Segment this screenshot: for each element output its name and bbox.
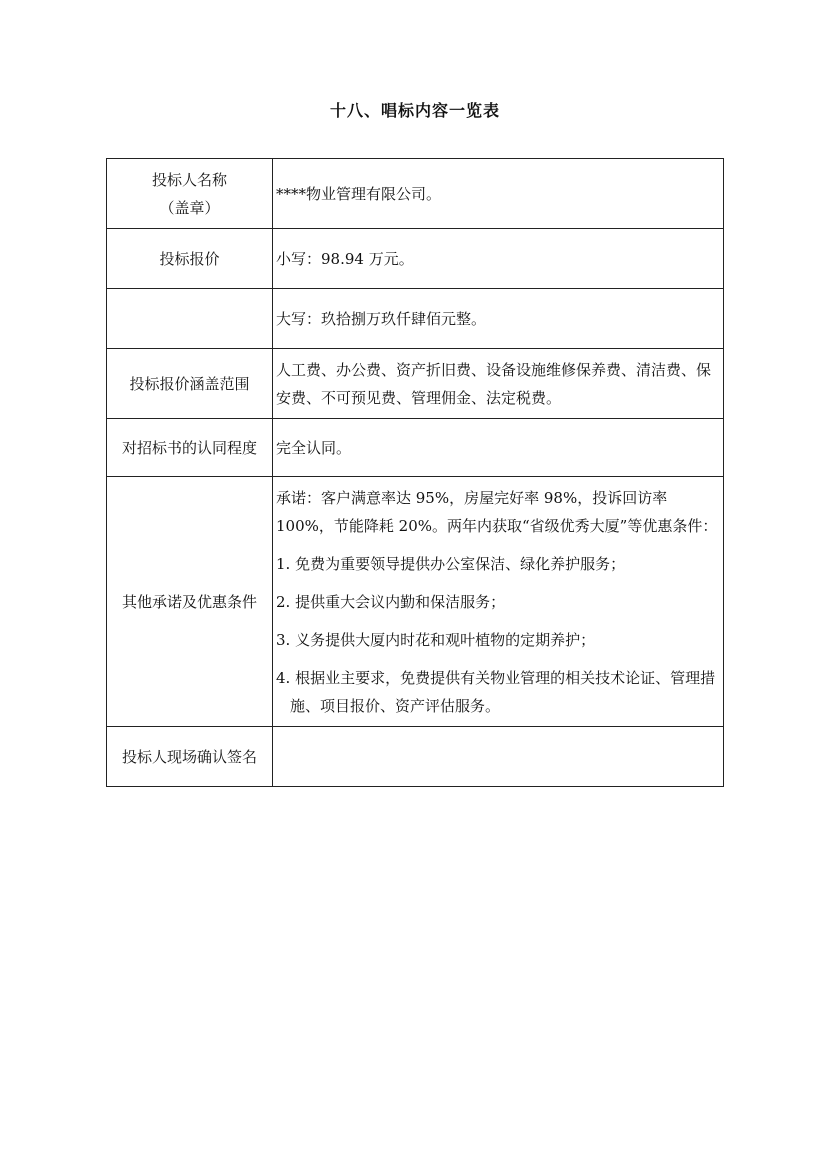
table-row-coverage [107,349,724,419]
bid-price-upper-value: 大写：玖拾捌万玖仟肆佰元整。 [273,289,724,349]
bid-price-upper-label [107,289,273,349]
coverage-value: 人工费、办公费、资产折旧费、设备设施维修保养费、清洁费、保安费、不可预见费、管理佣金、法定税费。 [273,349,724,419]
bidder-name-label-line1: 投标人名称 [151,170,227,189]
table-row-bid-price-upper [107,289,724,349]
page-title: 十八、唱标内容一览表 [329,101,500,120]
commitment-item: 1. 免费为重要领导提供办公室保洁、绿化养护服务； [276,554,626,573]
commitment-item: 4. 根据业主要求，免费提供有关物业管理的相关技术论证、管理措施、项目报价、资产评估服务。 [276,668,716,715]
bidder-name-label-line2: （盖章） [159,198,220,217]
signature-label: 投标人现场确认签名 [107,727,273,787]
commitments-intro: 承诺：客户满意率达 95%，房屋完好率 98%，投诉回访率 100%，节能降耗 20%。两年内获取“省级优秀大厦”等优惠条件： [276,488,718,535]
coverage-label: 投标报价涵盖范围 [107,349,273,419]
bid-price-label: 投标报价 [107,229,273,289]
signature-field [273,727,724,787]
commitments-value [273,477,724,727]
table-row-commitments [107,477,724,727]
table-row-bid-price [107,229,724,289]
bid-summary-table [106,158,724,787]
bidder-name-label [107,159,273,229]
commitment-item: 2. 提供重大会议内勤和保洁服务； [276,592,506,611]
commitment-item: 3. 义务提供大厦内时花和观叶植物的定期养护； [276,630,596,649]
commitments-label: 其他承诺及优惠条件 [107,477,273,727]
recognition-label: 对招标书的认同程度 [107,419,273,477]
bid-price-value: 小写：98.94 万元。 [273,229,724,289]
table-row-signature [107,727,724,787]
table-row-recognition [107,419,724,477]
bidder-name-value: ****物业管理有限公司。 [273,159,724,229]
recognition-value: 完全认同。 [273,419,724,477]
table-row-bidder-name [107,159,724,229]
